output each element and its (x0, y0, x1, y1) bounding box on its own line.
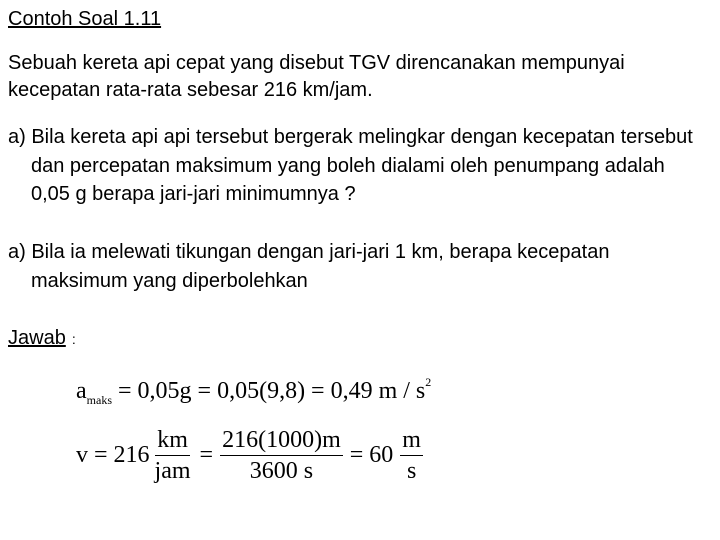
frac1-denominator: jam (154, 458, 191, 484)
frac3-numerator: m (400, 427, 423, 456)
eq1-subscript: maks (86, 393, 112, 407)
answer-label-text: Jawab (8, 327, 66, 349)
answer-label (8, 325, 76, 352)
fraction-conversion (220, 427, 343, 484)
frac2-denominator: 3600 s (249, 458, 314, 484)
frac2-numerator: 216(1000)m (220, 427, 343, 456)
frac1-numerator: km (155, 427, 190, 456)
eq2-equals-1: = (199, 442, 214, 468)
question-b: a) Bila ia melewati tikungan dengan jari-jari 1 km, berapa kecepatan maksimum yang diperbolehkan (8, 241, 610, 292)
eq1-rhs: = 0,05g = 0,05(9,8) = 0,49 m / s (118, 378, 426, 404)
answer-colon: : (71, 331, 76, 347)
fraction-km-per-jam (153, 427, 193, 484)
equation-velocity (76, 427, 426, 484)
slide-title: Contoh Soal 1.11 (8, 8, 162, 30)
equation-acceleration (76, 375, 432, 407)
eq1-lhs: a (76, 378, 87, 404)
problem-statement: Sebuah kereta api cepat yang disebut TGV direncanakan mempunyai kecepatan rata-rata sebesar 216 km/jam. (8, 52, 625, 101)
question-a: a) Bila kereta api api tersebut bergerak melingkar dengan kecepatan tersebut dan percepatan maksimum yang boleh dialami oleh penumpang adalah 0,05 g berapa jari-jari minimumnya ? (8, 126, 693, 205)
eq2-lhs: v = 216 (76, 442, 150, 468)
frac3-denominator: s (406, 458, 417, 484)
eq1-superscript: 2 (425, 375, 432, 389)
fraction-m-per-s (400, 427, 423, 484)
eq2-result: = 60 (349, 442, 394, 468)
